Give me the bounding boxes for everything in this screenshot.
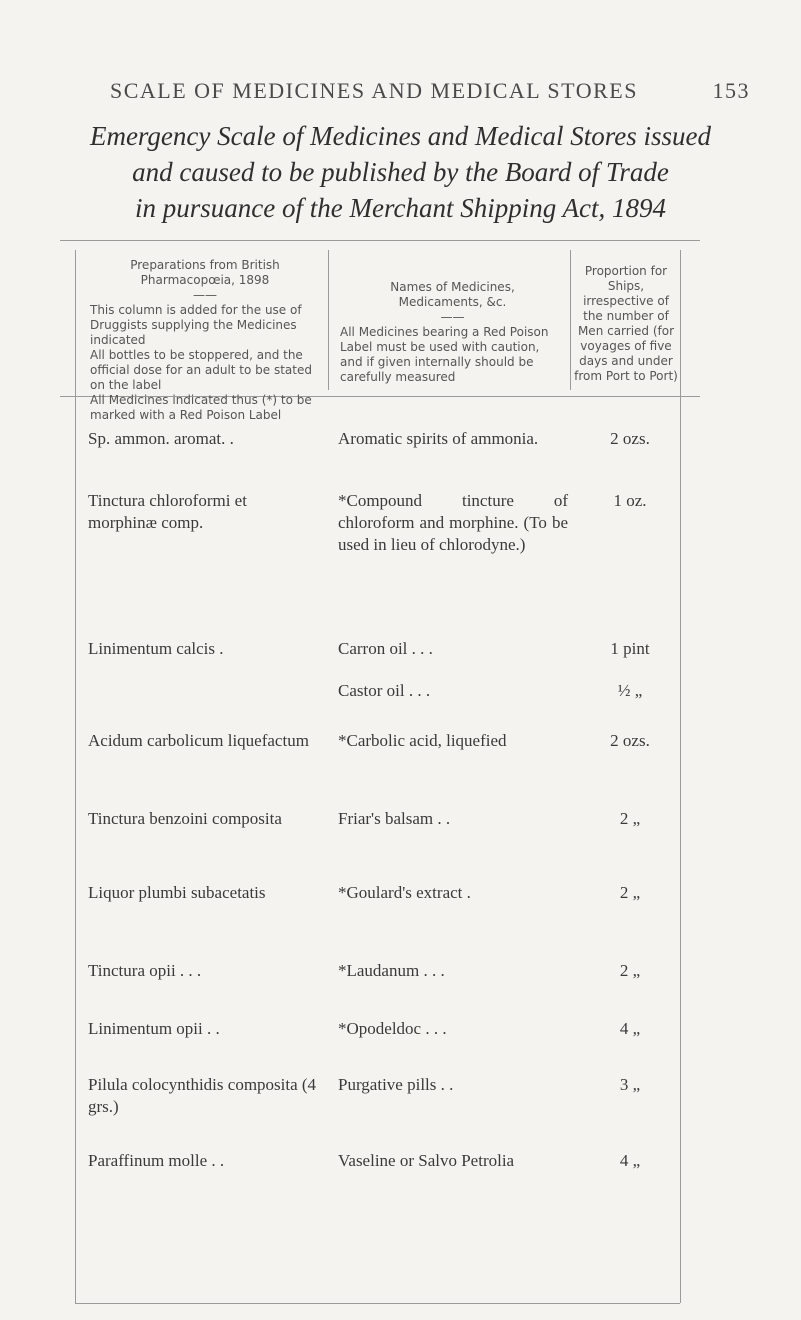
- header-names-title: Names of Medicines, Medicaments, &c.: [390, 280, 515, 309]
- medicine-name-cell: *Laudanum . . .: [338, 961, 445, 980]
- header-proportion-title: Proportion for Ships, irrespective of the number of Men carried (for voyages of five days and under from Port to Port): [574, 264, 678, 383]
- column-divider: [328, 250, 329, 390]
- proportion-cell: 2 „: [619, 809, 641, 828]
- header-dash: ——: [440, 310, 465, 324]
- medicine-name-cell: Purgative pills . .: [338, 1075, 454, 1094]
- medicine-name-cell: *Compound tincture of chloroform and morphine. (To be used in lieu of chlorodyne.): [338, 491, 568, 554]
- medicine-name-cell: Vaseline or Salvo Petrolia: [338, 1151, 515, 1170]
- header-names-note: All Medicines bearing a Red Poison Label must be used with caution, and if given internally should be carefully measured: [340, 325, 549, 384]
- medicine-name-cell: Castor oil . . .: [338, 681, 431, 700]
- preparation-cell: Pilula colocynthidis composita (4 grs.): [88, 1075, 317, 1116]
- proportion-cell: 2 ozs.: [610, 429, 650, 448]
- page-number: 153: [712, 78, 750, 103]
- title-line: and caused to be published by the Board of Trade: [132, 157, 669, 187]
- table-bottom-rule: [75, 1303, 680, 1304]
- proportion-cell: ½ „: [617, 681, 643, 700]
- medicine-name-cell: *Carbolic acid, liquefied: [338, 731, 507, 750]
- preparation-cell: Tinctura benzoini composita: [88, 809, 282, 828]
- proportion-cell: 2 „: [619, 961, 641, 980]
- preparation-cell: Linimentum calcis .: [88, 639, 224, 658]
- preparation-cell: Tinctura opii . . .: [88, 961, 202, 980]
- proportion-cell: 1 pint: [610, 639, 650, 658]
- preparation-cell: Acidum carbolicum liquefactum: [88, 731, 309, 750]
- proportion-cell: 4 „: [619, 1151, 641, 1170]
- header-preparations: [90, 258, 320, 423]
- medicine-name-cell: Friar's balsam . .: [338, 809, 451, 828]
- medicine-name-cell: Aromatic spirits of ammonia.: [338, 429, 539, 448]
- header-preparations-note: This column is added for the use of Druggists supplying the Medicines indicated: [90, 303, 302, 347]
- preparation-cell: Paraffinum molle . .: [88, 1151, 225, 1170]
- running-head: [110, 78, 750, 104]
- proportion-cell: 1 oz.: [613, 491, 647, 510]
- header-preparations-title: Preparations from British Pharmacopœia, 1898: [130, 258, 280, 287]
- preparation-cell: Liquor plumbi subacetatis: [88, 883, 266, 902]
- header-names: [340, 280, 565, 385]
- medicine-name-cell: Carron oil . . .: [338, 639, 433, 658]
- header-preparations-note3: All Medicines indicated thus (*) to be marked with a Red Poison Label: [90, 393, 312, 422]
- medicine-name-cell: *Opodeldoc . . .: [338, 1019, 447, 1038]
- title-line: in pursuance of the Merchant Shipping Act, 1894: [135, 193, 666, 223]
- column-divider: [570, 250, 571, 390]
- page-title: [0, 118, 801, 226]
- preparation-cell: Sp. ammon. aromat. .: [88, 429, 234, 448]
- right-border: [680, 250, 681, 1303]
- running-head-title: SCALE OF MEDICINES AND MEDICAL STORES: [110, 78, 638, 103]
- proportion-cell: 4 „: [619, 1019, 641, 1038]
- preparation-cell: Linimentum opii . .: [88, 1019, 220, 1038]
- header-preparations-note2: All bottles to be stoppered, and the official dose for an adult to be stated on the label: [90, 348, 312, 392]
- header-proportion: [574, 264, 678, 384]
- proportion-cell: 3 „: [619, 1075, 641, 1094]
- medicine-name-cell: *Goulard's extract .: [338, 883, 471, 902]
- header-dash: ——: [193, 288, 217, 302]
- left-border: [75, 250, 76, 1303]
- preparation-cell: Tinctura chloroformi et morphinæ comp.: [88, 491, 247, 532]
- table-top-rule: [60, 240, 700, 241]
- proportion-cell: 2 „: [619, 883, 641, 902]
- title-line: Emergency Scale of Medicines and Medical Stores issued: [89, 121, 712, 151]
- proportion-cell: 2 ozs.: [610, 731, 650, 750]
